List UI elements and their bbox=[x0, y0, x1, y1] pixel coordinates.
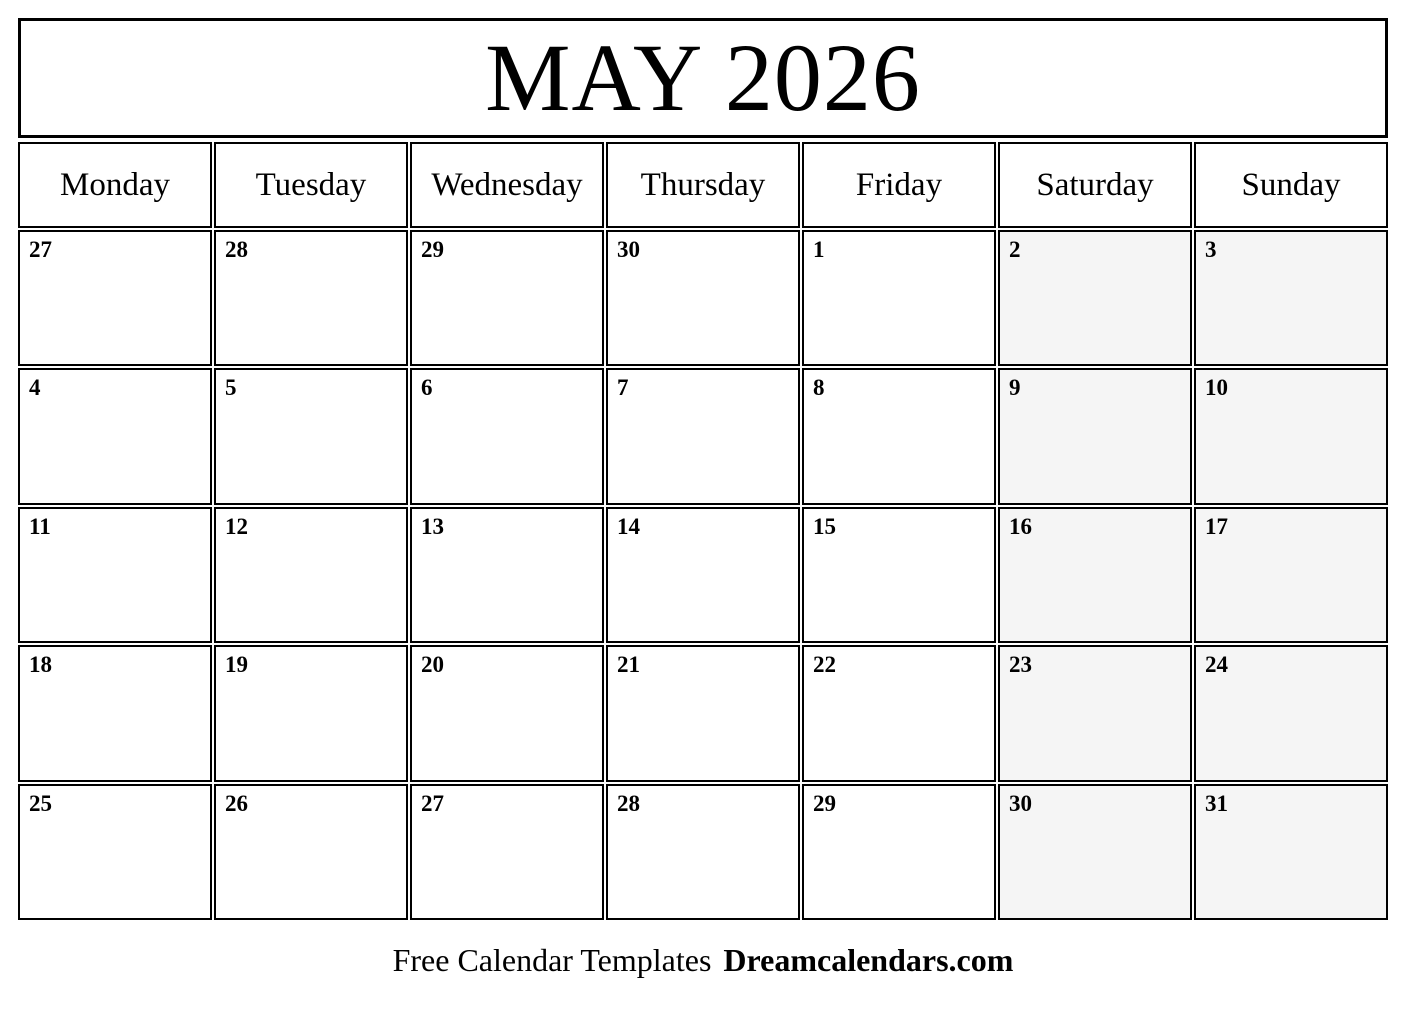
day-cell: 29 bbox=[410, 230, 604, 366]
day-cell: 27 bbox=[18, 230, 212, 366]
day-cell: 3 bbox=[1194, 230, 1388, 366]
day-cell: 18 bbox=[18, 645, 212, 781]
day-cell: 4 bbox=[18, 368, 212, 504]
day-cell: 25 bbox=[18, 784, 212, 920]
day-cell: 20 bbox=[410, 645, 604, 781]
day-cell: 14 bbox=[606, 507, 800, 643]
weekday-header-thursday: Thursday bbox=[606, 142, 800, 228]
day-cell: 29 bbox=[802, 784, 996, 920]
weekday-header-wednesday: Wednesday bbox=[410, 142, 604, 228]
day-cell: 11 bbox=[18, 507, 212, 643]
day-cell: 24 bbox=[1194, 645, 1388, 781]
day-cell: 8 bbox=[802, 368, 996, 504]
day-cell: 27 bbox=[410, 784, 604, 920]
calendar-title: MAY 2026 bbox=[485, 24, 921, 131]
day-cell: 21 bbox=[606, 645, 800, 781]
footer-text: Free Calendar Templates bbox=[392, 941, 712, 978]
day-cell: 23 bbox=[998, 645, 1192, 781]
day-cell: 30 bbox=[606, 230, 800, 366]
weekday-header-sunday: Sunday bbox=[1194, 142, 1388, 228]
day-cell: 17 bbox=[1194, 507, 1388, 643]
day-cell: 30 bbox=[998, 784, 1192, 920]
weekday-header-tuesday: Tuesday bbox=[214, 142, 408, 228]
day-cell: 2 bbox=[998, 230, 1192, 366]
day-cell: 16 bbox=[998, 507, 1192, 643]
footer bbox=[0, 933, 1406, 987]
day-cell: 31 bbox=[1194, 784, 1388, 920]
day-cell: 28 bbox=[214, 230, 408, 366]
day-cell: 26 bbox=[214, 784, 408, 920]
calendar-grid bbox=[18, 142, 1388, 920]
day-cell: 12 bbox=[214, 507, 408, 643]
day-cell: 28 bbox=[606, 784, 800, 920]
weekday-header-saturday: Saturday bbox=[998, 142, 1192, 228]
calendar-title-box bbox=[18, 18, 1388, 138]
day-cell: 19 bbox=[214, 645, 408, 781]
day-cell: 9 bbox=[998, 368, 1192, 504]
day-cell: 6 bbox=[410, 368, 604, 504]
day-cell: 22 bbox=[802, 645, 996, 781]
day-cell: 1 bbox=[802, 230, 996, 366]
day-cell: 13 bbox=[410, 507, 604, 643]
footer-brand: Dreamcalendars.com bbox=[723, 941, 1014, 978]
day-cell: 15 bbox=[802, 507, 996, 643]
day-cell: 7 bbox=[606, 368, 800, 504]
day-cell: 10 bbox=[1194, 368, 1388, 504]
weekday-header-friday: Friday bbox=[802, 142, 996, 228]
weekday-header-monday: Monday bbox=[18, 142, 212, 228]
day-cell: 5 bbox=[214, 368, 408, 504]
